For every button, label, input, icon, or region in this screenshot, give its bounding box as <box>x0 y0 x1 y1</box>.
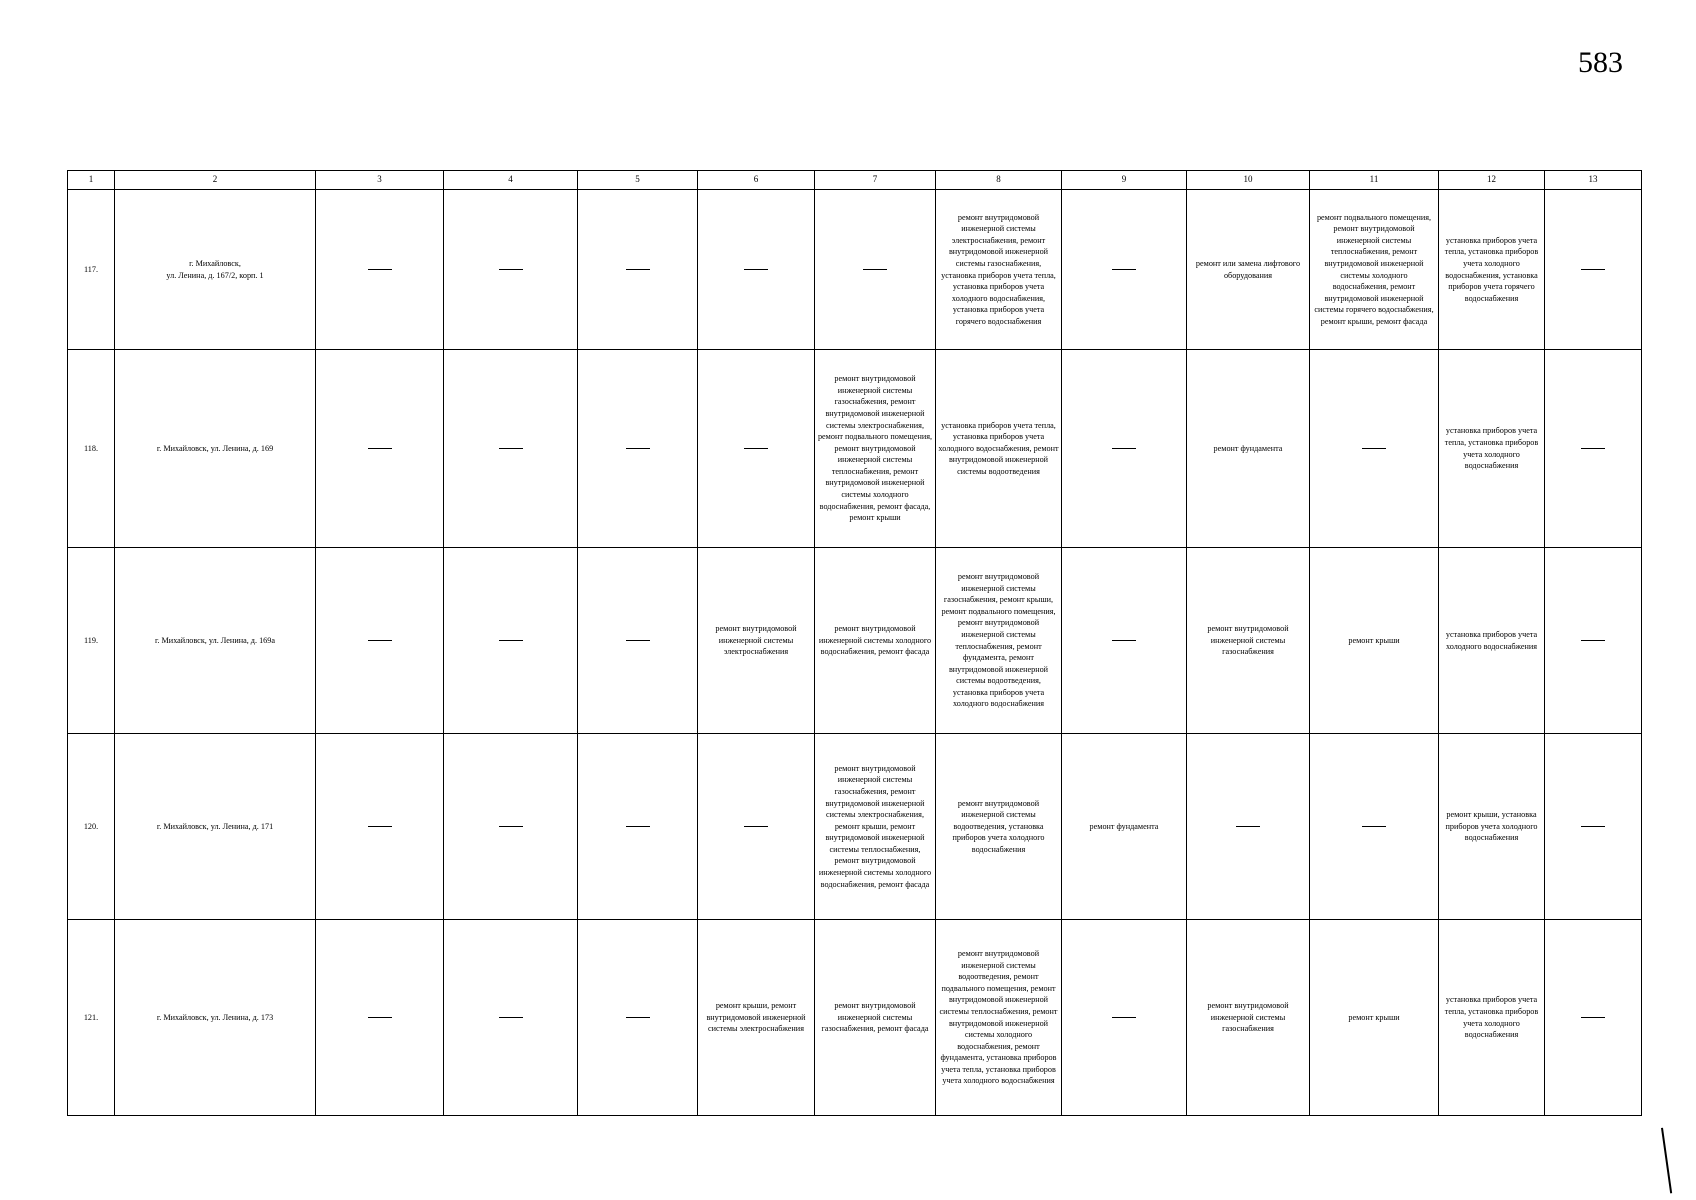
column-number-row <box>68 171 1642 190</box>
work-description-cell: ремонт внутридомовой инженерной системы газоснабжения <box>1187 920 1310 1116</box>
empty-dash-cell <box>1062 920 1187 1116</box>
column-header: 6 <box>698 171 815 190</box>
empty-dash-cell <box>698 190 815 350</box>
column-header: 3 <box>316 171 444 190</box>
column-header: 11 <box>1310 171 1439 190</box>
column-header: 12 <box>1439 171 1545 190</box>
work-description-cell: ремонт крыши, установка приборов учета холодного водоснабжения <box>1439 734 1545 920</box>
dash-mark <box>1112 448 1136 449</box>
table-row <box>68 190 1642 350</box>
work-description-cell: ремонт внутридомовой инженерной системы электроснабжения <box>698 548 815 734</box>
empty-dash-cell <box>578 548 698 734</box>
empty-dash-cell <box>578 190 698 350</box>
work-description-cell: ремонт фундамента <box>1187 350 1310 548</box>
address-cell: г. Михайловск, ул. Ленина, д. 167/2, корп. 1 <box>115 190 316 350</box>
dash-mark <box>368 640 392 641</box>
empty-dash-cell <box>444 548 578 734</box>
work-description-cell: ремонт внутридомовой инженерной системы газоснабжения, ремонт внутридомовой инженерной системы электроснабжения, ремонт подвального помещения, ремонт внутридомовой инженерной системы теплоснабжения, ремонт внутридомовой инженерной системы холодного водоснабжения, ремонт фасада, ремонт крыши <box>815 350 936 548</box>
work-description-cell: ремонт крыши <box>1310 548 1439 734</box>
work-description-cell: ремонт внутридомовой инженерной системы электроснабжения, ремонт внутридомовой инженерной системы газоснабжения, установка приборов учета тепла, установка приборов учета холодного водоснабжения, установка приборов учета горячего водоснабжения <box>936 190 1062 350</box>
dash-mark <box>626 269 650 270</box>
dash-mark <box>1112 1017 1136 1018</box>
dash-mark <box>499 640 523 641</box>
work-description-cell: ремонт внутридомовой инженерной системы газоснабжения, ремонт фасада <box>815 920 936 1116</box>
empty-dash-cell <box>316 350 444 548</box>
empty-dash-cell <box>1545 548 1642 734</box>
row-number: 117. <box>68 190 115 350</box>
row-number: 120. <box>68 734 115 920</box>
empty-dash-cell <box>1187 734 1310 920</box>
page-number: 583 <box>1578 46 1623 79</box>
empty-dash-cell <box>316 920 444 1116</box>
work-description-cell: ремонт внутридомовой инженерной системы газоснабжения <box>1187 548 1310 734</box>
column-header: 7 <box>815 171 936 190</box>
dash-mark <box>1362 826 1386 827</box>
row-number: 119. <box>68 548 115 734</box>
address-cell: г. Михайловск, ул. Ленина, д. 169 <box>115 350 316 548</box>
work-description-cell: установка приборов учета холодного водоснабжения <box>1439 548 1545 734</box>
work-description-cell: установка приборов учета тепла, установка приборов учета холодного водоснабжения, установка приборов учета горячего водоснабжения <box>1439 190 1545 350</box>
dash-mark <box>1581 269 1605 270</box>
dash-mark <box>863 269 887 270</box>
dash-mark <box>368 448 392 449</box>
dash-mark <box>368 269 392 270</box>
address-cell: г. Михайловск, ул. Ленина, д. 173 <box>115 920 316 1116</box>
work-description-cell: ремонт внутридомовой инженерной системы газоснабжения, ремонт крыши, ремонт подвального помещения, ремонт внутридомовой инженерной системы теплоснабжения, ремонт фундамента, ремонт внутридомовой инженерной системы водоотведения, установка приборов учета холодного водоснабжения <box>936 548 1062 734</box>
empty-dash-cell <box>316 734 444 920</box>
empty-dash-cell <box>1062 548 1187 734</box>
dash-mark <box>499 448 523 449</box>
dash-mark <box>1112 269 1136 270</box>
address-cell: г. Михайловск, ул. Ленина, д. 169а <box>115 548 316 734</box>
empty-dash-cell <box>578 920 698 1116</box>
dash-mark <box>499 1017 523 1018</box>
work-description-cell: установка приборов учета тепла, установка приборов учета холодного водоснабжения <box>1439 920 1545 1116</box>
work-description-cell: ремонт фундамента <box>1062 734 1187 920</box>
column-header: 8 <box>936 171 1062 190</box>
row-number: 118. <box>68 350 115 548</box>
empty-dash-cell <box>1062 190 1187 350</box>
column-header: 13 <box>1545 171 1642 190</box>
empty-dash-cell <box>444 920 578 1116</box>
table-body <box>68 190 1642 1116</box>
work-description-cell: ремонт внутридомовой инженерной системы холодного водоснабжения, ремонт фасада <box>815 548 936 734</box>
dash-mark <box>744 269 768 270</box>
dash-mark <box>626 1017 650 1018</box>
empty-dash-cell <box>1310 350 1439 548</box>
work-description-cell: ремонт крыши <box>1310 920 1439 1116</box>
work-description-cell: ремонт внутридомовой инженерной системы водоотведения, установка приборов учета холодного водоснабжения <box>936 734 1062 920</box>
column-header: 9 <box>1062 171 1187 190</box>
dash-mark <box>499 269 523 270</box>
empty-dash-cell <box>1545 920 1642 1116</box>
work-description-cell: ремонт подвального помещения, ремонт внутридомовой инженерной системы теплоснабжения, ремонт внутридомовой инженерной системы холодного водоснабжения, ремонт внутридомовой инженерной системы горячего водоснабжения, ремонт крыши, ремонт фасада <box>1310 190 1439 350</box>
table-row <box>68 920 1642 1116</box>
dash-mark <box>1581 1017 1605 1018</box>
empty-dash-cell <box>1310 734 1439 920</box>
dash-mark <box>1581 448 1605 449</box>
column-header: 2 <box>115 171 316 190</box>
dash-mark <box>1581 640 1605 641</box>
empty-dash-cell <box>444 350 578 548</box>
empty-dash-cell <box>1545 350 1642 548</box>
table-row <box>68 350 1642 548</box>
column-header: 1 <box>68 171 115 190</box>
dash-mark <box>1112 640 1136 641</box>
empty-dash-cell <box>316 190 444 350</box>
empty-dash-cell <box>578 350 698 548</box>
margin-mark <box>1661 1128 1672 1194</box>
work-description-cell: установка приборов учета тепла, установка приборов учета холодного водоснабжения, ремонт внутридомовой инженерной системы водоотведения <box>936 350 1062 548</box>
dash-mark <box>368 1017 392 1018</box>
empty-dash-cell <box>444 734 578 920</box>
work-description-cell: ремонт или замена лифтового оборудования <box>1187 190 1310 350</box>
empty-dash-cell <box>815 190 936 350</box>
row-number: 121. <box>68 920 115 1116</box>
dash-mark <box>1236 826 1260 827</box>
empty-dash-cell <box>1062 350 1187 548</box>
empty-dash-cell <box>1545 734 1642 920</box>
dash-mark <box>626 640 650 641</box>
dash-mark <box>1362 448 1386 449</box>
empty-dash-cell <box>578 734 698 920</box>
repair-schedule-table <box>67 170 1642 1116</box>
column-header: 5 <box>578 171 698 190</box>
column-header: 4 <box>444 171 578 190</box>
empty-dash-cell <box>316 548 444 734</box>
empty-dash-cell <box>1545 190 1642 350</box>
dash-mark <box>626 826 650 827</box>
column-header: 10 <box>1187 171 1310 190</box>
dash-mark <box>744 826 768 827</box>
dash-mark <box>626 448 650 449</box>
table-row <box>68 548 1642 734</box>
work-description-cell: ремонт внутридомовой инженерной системы водоотведения, ремонт подвального помещения, ремонт внутридомовой инженерной системы теплоснабжения, ремонт внутридомовой инженерной системы холодного водоснабжения, ремонт фундамента, установка приборов учета тепла, установка приборов учета холодного водоснабжения <box>936 920 1062 1116</box>
dash-mark <box>1581 826 1605 827</box>
empty-dash-cell <box>698 350 815 548</box>
empty-dash-cell <box>444 190 578 350</box>
dash-mark <box>744 448 768 449</box>
dash-mark <box>499 826 523 827</box>
work-description-cell: ремонт внутридомовой инженерной системы газоснабжения, ремонт внутридомовой инженерной системы электроснабжения, ремонт крыши, ремонт внутридомовой инженерной системы теплоснабжения, ремонт внутридомовой инженерной системы холодного водоснабжения, ремонт фасада <box>815 734 936 920</box>
table-row <box>68 734 1642 920</box>
dash-mark <box>368 826 392 827</box>
address-cell: г. Михайловск, ул. Ленина, д. 171 <box>115 734 316 920</box>
empty-dash-cell <box>698 734 815 920</box>
work-description-cell: ремонт крыши, ремонт внутридомовой инженерной системы электроснабжения <box>698 920 815 1116</box>
work-description-cell: установка приборов учета тепла, установка приборов учета холодного водоснабжения <box>1439 350 1545 548</box>
